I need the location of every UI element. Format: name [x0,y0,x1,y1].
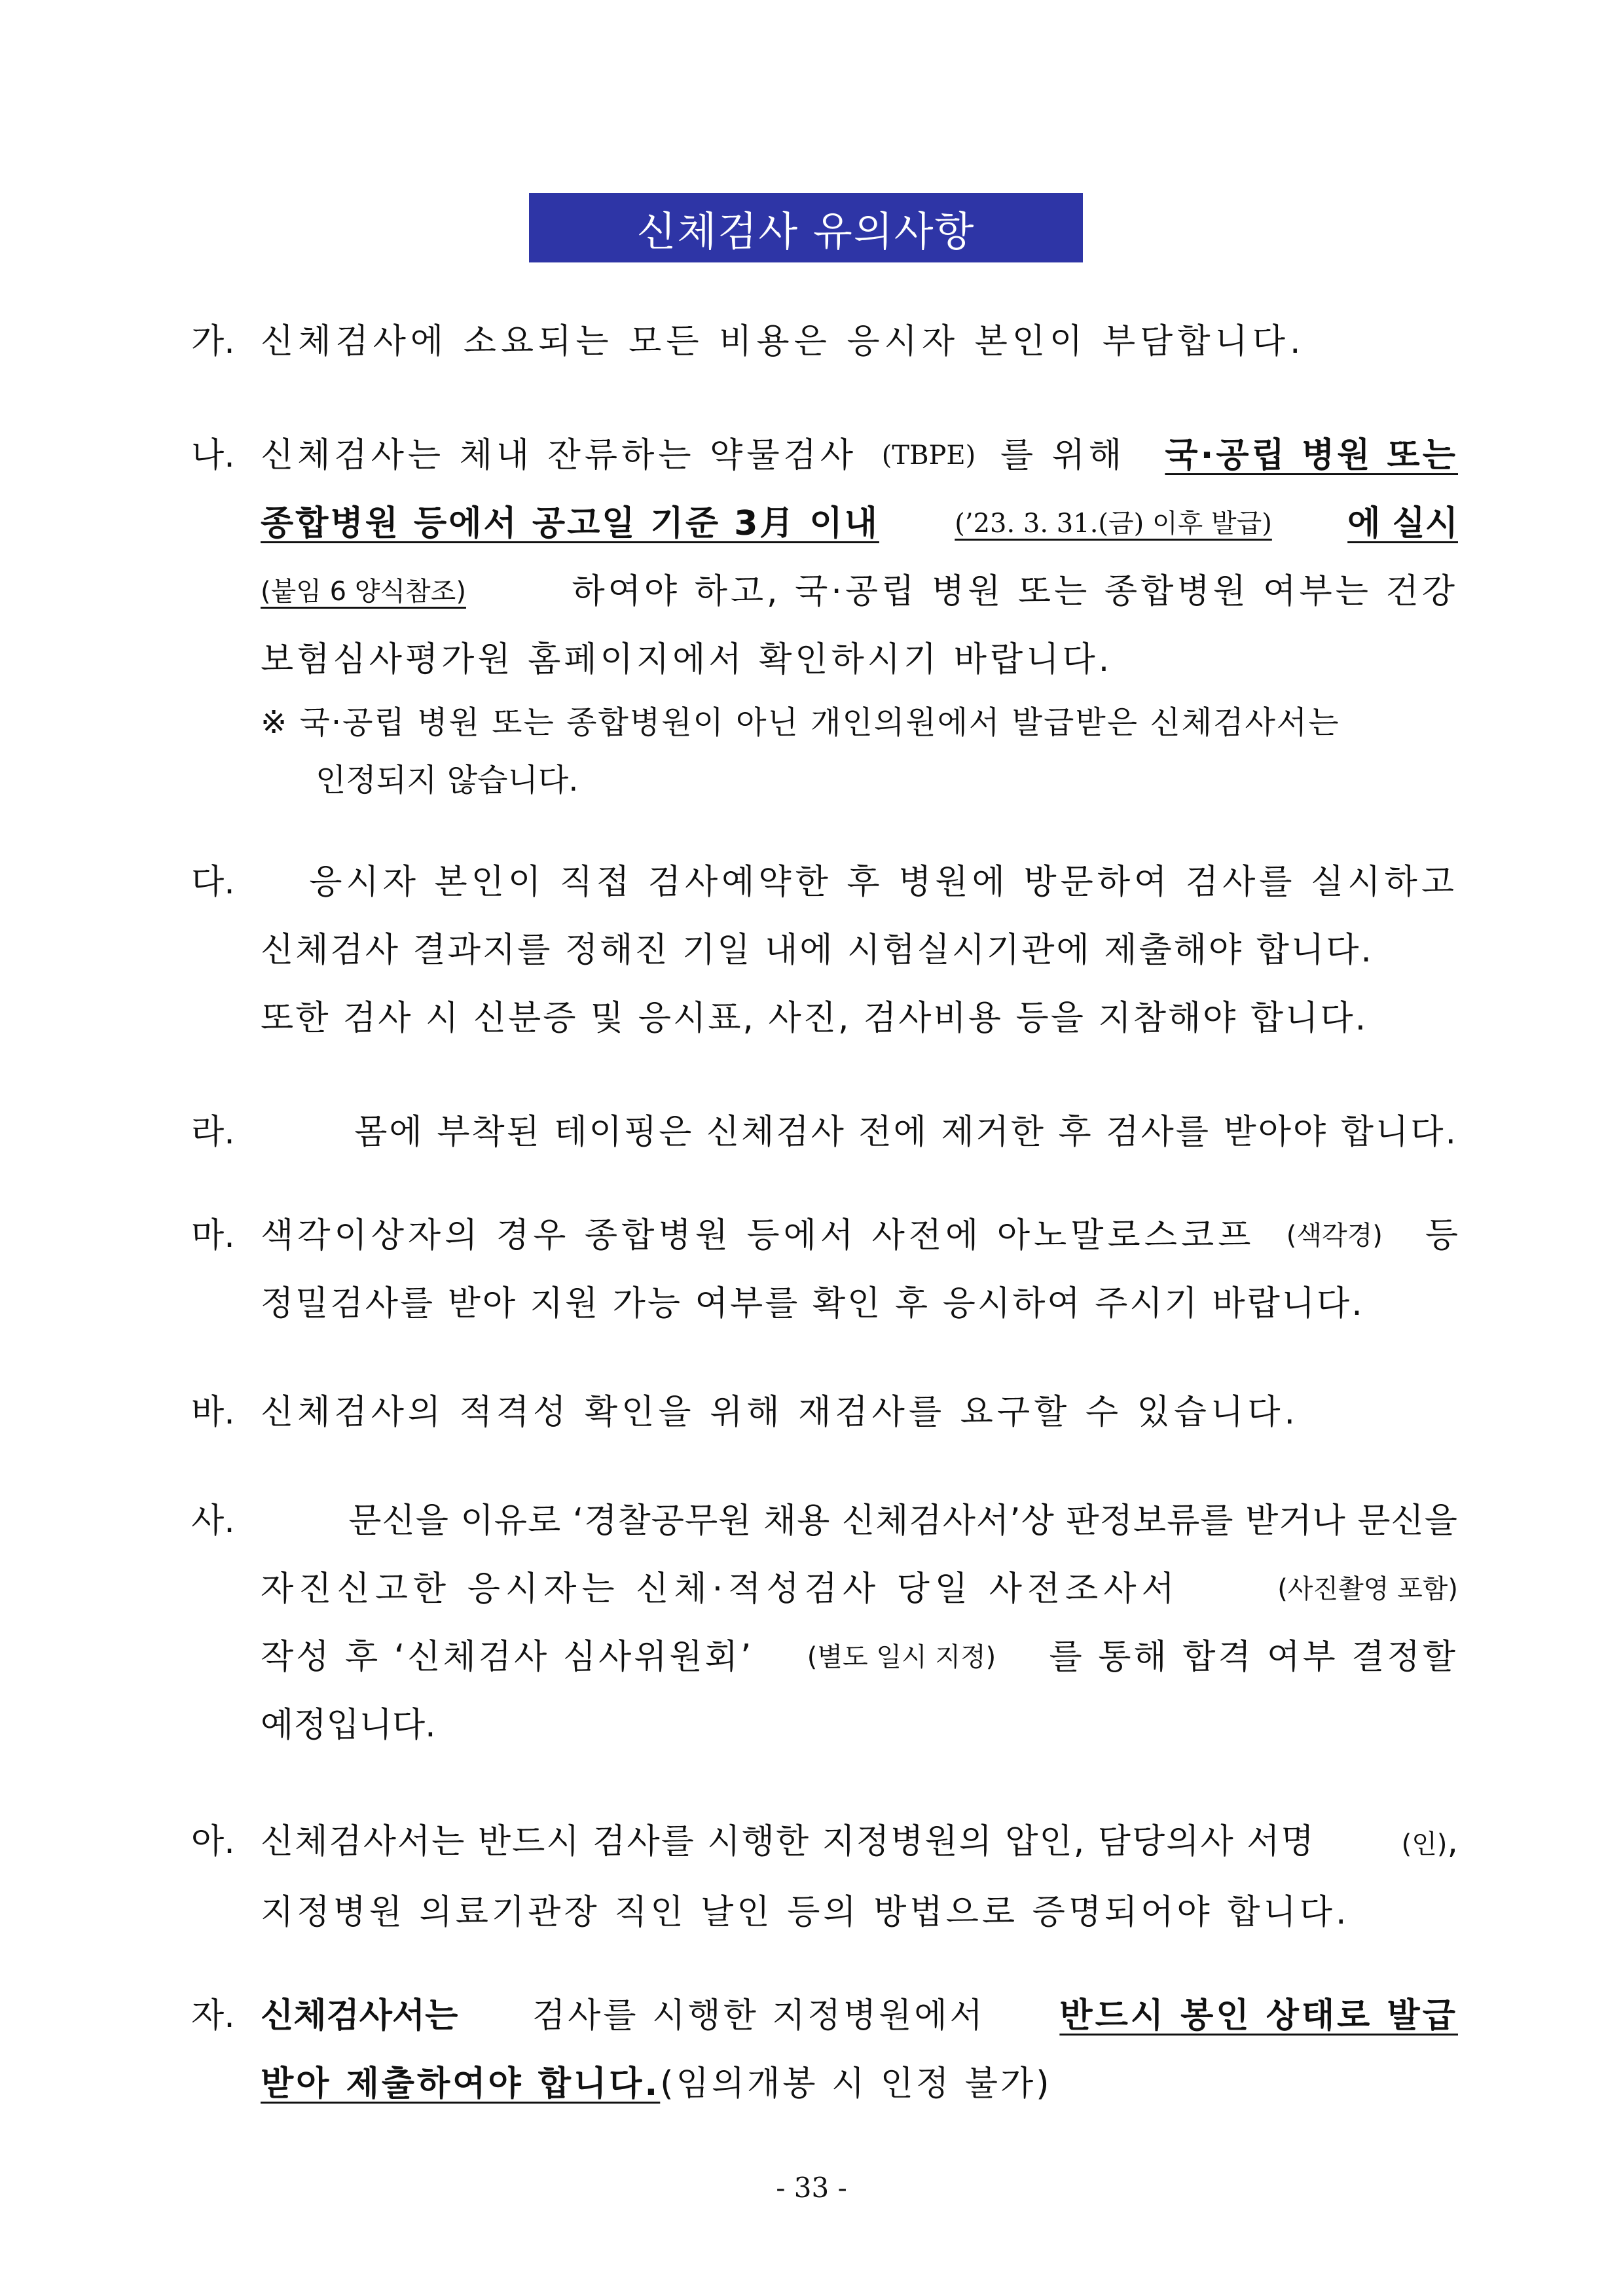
item-ma-line-1 [191,1202,1458,1270]
item-na-text-1b: (TBPE) [881,440,976,471]
item-sa-text-3a: 작성 후 ‘신체검사 심사위원회’ [261,1638,754,1677]
item-na-text-2c: 에 실시 [1347,504,1458,543]
item-sa-line-1 [191,1487,1458,1555]
page-number: - 33 - [776,2172,847,2204]
item-marker: 라. [191,1113,235,1152]
item-a [191,1808,1458,1946]
item-ja [191,1982,1458,2118]
item-marker: 아. [191,1822,235,1861]
item-a-line-2 [191,1878,1458,1946]
item-na-text-1c: 를 위해 [1000,436,1140,475]
item-ma [191,1202,1458,1338]
item-ra-line-1 [191,1098,1458,1166]
item-na-text-1a: 신체검사는 체내 잔류하는 약물검사 [261,436,858,475]
item-sa-text-2a: 자진신고한 응시자는 신체·적성검사 당일 사전조사서 [261,1570,1180,1609]
item-ga [191,308,1458,376]
item-ga-line-1 [191,308,1458,376]
item-sa-text-4: 예정입니다. [261,1706,436,1745]
item-a-text-1c: , [1447,1822,1458,1861]
item-da-text-1: 응시자 본인이 직접 검사예약한 후 병원에 방문하여 검사를 실시하고 [309,863,1458,902]
item-da-text-2: 신체검사 결과지를 정해진 기일 내에 시험실시기관에 제출해야 합니다. [261,931,1374,970]
item-sa-text-1: 문신을 이유로 ‘경찰공무원 채용 신체검사서’상 판정보류를 받거나 문신을 [348,1501,1458,1541]
item-sa-line-4 [191,1691,1458,1759]
item-na-text-4: 보험심사평가원 홈페이지에서 확인하시기 바랍니다. [261,640,1113,679]
item-ja-text-2b: (임의개봉 시 인정 불가) [660,2064,1052,2104]
item-ma-text-1b: (색각경) [1286,1221,1383,1251]
item-a-line-1 [191,1808,1458,1878]
item-na [191,422,1458,694]
item-marker: 나. [191,436,235,475]
item-a-text-2: 지정병원 의료기관장 직인 날인 등의 방법으로 증명되어야 합니다. [261,1893,1350,1932]
item-da [191,848,1458,1052]
item-ba-text-1: 신체검사의 적격성 확인을 위해 재검사를 요구할 수 있습니다. [261,1393,1300,1432]
item-sa [191,1487,1458,1759]
item-sa-text-3c: 를 통해 합격 여부 결정할 [1049,1638,1458,1677]
item-na-note-line-1: ※ 국·공립 병원 또는 종합병원이 아닌 개인의원에서 발급받은 신체검사서는 [261,704,1340,741]
item-ja-text-1a: 신체검사서는 [261,1996,458,2036]
item-marker: 사. [191,1501,235,1541]
item-ja-line-2 [191,2050,1458,2118]
item-na-text-3a: (붙임 6 양식참조) [261,577,466,607]
item-ra-text-1: 몸에 부착된 테이핑은 신체검사 전에 제거한 후 검사를 받아야 합니다. [354,1113,1458,1152]
item-ma-line-2 [191,1270,1458,1338]
item-marker: 다. [191,863,235,902]
item-ga-text: 신체검사에 소요되는 모든 비용은 응시자 본인이 부담합니다. [261,322,1305,361]
item-na-text-3b: 하여야 하고, 국·공립 병원 또는 종합병원 여부는 건강 [572,572,1458,611]
item-ja-line-1 [191,1982,1458,2050]
item-da-line-1 [191,848,1458,916]
item-na-line-4 [191,626,1458,694]
item-ja-text-1c: 반드시 봉인 상태로 발급 [1059,1996,1458,2036]
item-marker: 자. [191,1996,235,2036]
item-da-line-3 [191,984,1458,1052]
item-ma-text-2: 정밀검사를 받아 지원 가능 여부를 확인 후 응시하여 주시기 바랍니다. [261,1284,1364,1323]
page-title-text: 신체검사 유의사항 [636,207,976,255]
item-ja-text-1b: 검사를 시행한 지정병원에서 [519,1996,999,2036]
item-marker: 마. [191,1216,235,1255]
item-na-note [261,694,1458,809]
item-na-text-2a: 종합병원 등에서 공고일 기준 3月 이내 [261,504,879,543]
item-ra [191,1098,1458,1166]
item-marker: 가. [191,322,235,361]
item-na-text-1d: 국·공립 병원 또는 [1165,436,1458,475]
item-da-text-3: 또한 검사 시 신분증 및 응시표, 사진, 검사비용 등을 지참해야 합니다. [261,999,1368,1038]
item-na-note-line-2: 인정되지 않습니다. [316,762,579,798]
item-ma-text-1a: 색각이상자의 경우 종합병원 등에서 사전에 아노말로스코프 [261,1216,1255,1255]
item-ba-line-1 [191,1378,1458,1446]
item-sa-line-3 [191,1623,1458,1691]
item-sa-text-2b: (사진촬영 포함) [1277,1574,1458,1604]
item-sa-text-3b: (별도 일시 지정) [807,1642,996,1672]
item-na-line-1 [191,422,1458,490]
page-title [529,193,1083,262]
item-da-line-2 [191,916,1458,984]
item-na-line-3 [191,558,1458,626]
item-a-text-1b: (인) [1401,1829,1448,1859]
item-a-text-1a: 신체검사서는 반드시 검사를 시행한 지정병원의 압인, 담당의사 서명 [261,1822,1315,1861]
item-na-line-2 [191,490,1458,558]
item-sa-line-2 [191,1555,1458,1623]
item-marker: 바. [191,1393,235,1432]
item-ma-text-1c: 등 [1414,1216,1458,1255]
item-ba [191,1378,1458,1446]
item-ja-text-2a: 받아 제출하여야 합니다. [261,2064,661,2104]
item-na-text-2b: (’23. 3. 31.(금) 이후 발급) [955,509,1272,539]
